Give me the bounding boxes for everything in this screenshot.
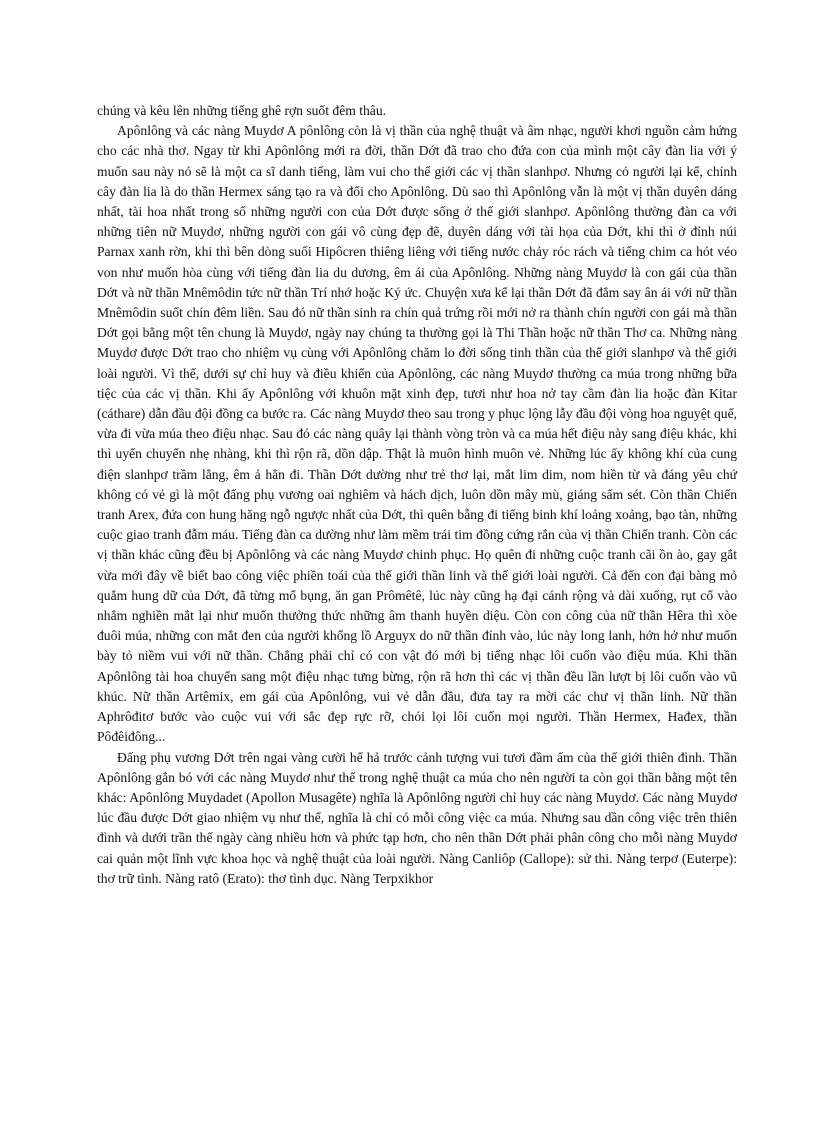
paragraph-continuation: chúng và kêu lên những tiếng ghê rợn suốt đêm thâu. bbox=[97, 103, 387, 118]
paragraph-zeus-laughs: Đấng phụ vương Dớt trên ngai vàng cười hể hả trước cảnh tượng vui tươi đầm ấm của thế giới thiên đình. Thần Apônlông gắn bó với các nàng Muydơ như thế trong nghệ thuật ca múa cho nên người ta còn gọi thần bằng một tên khác: Apônlông Muydadet (Apollon Musagête) nghĩa là Apônlông người chỉ huy các nàng Muydơ. Các nàng Muydơ lúc đầu được Dớt giao nhiệm vụ như thế, nghĩa là chỉ có mỗi công việc ca múa. Nhưng sau dần công việc trên thiên đình và dưới trần thế ngày càng nhiều hơn và phức tạp hơn, cho nên thần Dớt phải phân công cho mỗi nàng Muydơ cai quản một lĩnh vực khoa học và nghệ thuật của loài người. Nàng Canliôp (Callope): sử thi. Nàng terpơ (Euterpe): thơ trữ tình. Nàng ratô (Erato): thơ tình dục. Nàng Terpxikhor bbox=[97, 749, 737, 886]
body-text bbox=[97, 101, 737, 889]
paragraph-apollo-and-muses: Apônlông và các nàng Muydơ A pônlông còn là vị thần của nghệ thuật và âm nhạc, người khơi nguồn cảm hứng cho các nhà thơ. Ngay từ khi Apônlông mới ra đời, thần Dớt đã trao cho đứa con của mình một cây đàn lia với ý muốn sau này nó sẽ là một ca sĩ danh tiếng, làm vui cho thế giới các vị thần slanhpơ. Nhưng có người lại kể, chính cây đàn lia là do thần Hermex sáng tạo ra và đổi cho Apônlông. Dù sao thì Apônlông vẫn là một vị thần duyên dáng nhất, tài hoa nhất trong số những người con của Dớt được sống ở thế giới slanhpơ. Apônlông thường đàn ca với những tiên nữ Muydơ, những người con gái vô cùng đẹp đẽ, duyên dáng với tài họa của Dớt, khi thì ở đỉnh núi Parnax xanh rờn, khi thì bên dòng suối Hipôcren thiêng liêng với tiếng nước chảy róc rách và tiếng chim ca hót véo von như muốn hòa cùng với tiếng đàn lia du dương, êm ái của Apônlông. Những nàng Muydơ là con gái của thần Dớt và nữ thần Mnêmôdin tức nữ thần Trí nhớ hoặc Ký ức. Chuyện xưa kể lại thần Dớt đã đắm say ân ái với nữ thần Mnêmôdin suốt chín đêm liền. Sau đó nữ thần sinh ra chín quả trứng rồi mới nở ra thành chín người con gái mà thần Dớt gọi bằng một tên chung là Muydơ, ngày nay chúng ta thường gọi là Thi Thần hoặc nữ thần Thơ ca. Những nàng Muydơ được Dớt trao cho nhiệm vụ cùng với Apônlông chăm lo đời sống tinh thần của thế giới slanhpơ và thế giới loài người. Vì thế, dưới sự chỉ huy và điều khiển của Apônlông, các nàng Muydơ thường ca múa trong những bữa tiệc của các vị thần. Khi ấy Apônlông với khuôn mặt xinh đẹp, tươi như hoa nở tay cầm đàn lia hoặc đàn Kitar (cáthare) dẫn đầu đội đồng ca bước ra. Các nàng Muydơ theo sau trong y phục lộng lẫy đầu đội vòng hoa nguyệt quế, vừa đi vừa múa theo điệu nhạc. Sau đó các nàng quây lại thành vòng tròn và ca múa hết điệu này sang điệu khác, khi thì uyển chuyển nhẹ nhàng, khi thì rộn rã, dồn dập. Thật là muôn hình muôn vẻ. Những lúc ấy không khí của cung điện slanhpơ trầm lắng, êm ả hẳn đi. Thần Dớt dường như trẻ thơ lại, mắt lim dim, nom hiền từ và đáng yêu chứ không có vẻ gì là một đấng phụ vương oai nghiêm và hách dịch, luôn dồn mây mù, giáng sấm sét. Còn thần Chiến tranh Arex, đứa con hung hăng ngỗ ngược nhất của Dớt, thì quên bẵng đi tiếng binh khí loảng xoảng, bạo tàn, những cuộc giao tranh đẫm máu. Tiếng đàn ca dường như làm mềm trái tim đồng cứng rắn của vị thần Chiến tranh. Còn các vị thần khác cũng đều bị Apônlông và các nàng Muydơ chinh phục. Họ quên đi những cuộc tranh cãi ồn ào, gay gắt vừa mới đây về biết bao công việc phiền toái của thế giới thần linh và thế giới loài người. Cả đến con đại bàng mỏ quắm hung dữ của Dớt, đã từng mổ bụng, ăn gan Prômêtê, lúc này cũng hạ đại cánh rộng và dài xuống, rụt cổ vào nhắm nghiền mắt lại như muốn thưởng thức những âm thanh huyền diệu. Còn con công của nữ thần Hêra thì xòe đuôi múa, những con mắt đen của người khổng lồ Arguyx do nữ thần đính vào, lúc này long lanh, hớn hở như muốn bày tỏ niềm vui với nữ thần. Chẳng phải chỉ có con vật đó mới bị tiếng nhạc lôi cuốn vào điệu múa. Khi thần Apônlông tài hoa chuyển sang một điệu nhạc tưng bừng, rộn rã hơn thì các vị thần đều lần lượt bị lôi cuốn vào vũ khúc. Nữ thần Artêmix, em gái của Apônlông, vui vẻ dẫn đầu, đưa tay ra mời các chư vị thần linh. Nữ thần Aphrôđitơ bước vào cuộc vui với sắc đẹp rực rỡ, chói lọi lôi cuốn mọi người. Thần Hermex, Hađex, thần Pôđêiđông... bbox=[97, 123, 737, 745]
